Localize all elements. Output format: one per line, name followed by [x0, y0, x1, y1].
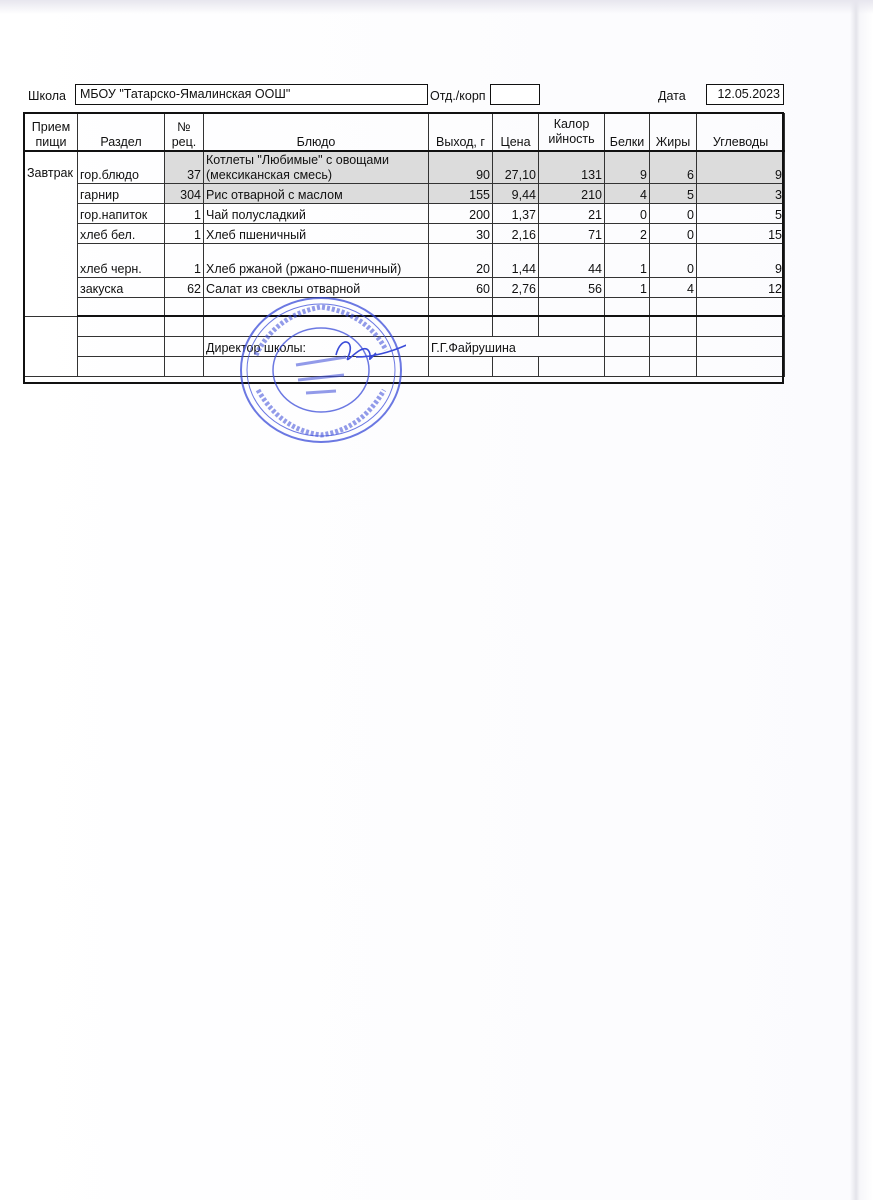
col-meal: Прием пищи	[25, 114, 78, 152]
table-row	[25, 224, 785, 244]
date-field: 12.05.2023	[706, 84, 784, 105]
dept-label: Отд./корп	[430, 89, 486, 103]
dish-cell: Котлеты "Любимые" с овощами (мексиканская смесь)	[204, 151, 429, 184]
col-yield: Выход, г	[429, 114, 493, 152]
fat-cell: 0	[650, 244, 697, 278]
protein-cell: 9	[605, 151, 650, 184]
fat-cell: 5	[650, 184, 697, 204]
yield-cell: 30	[429, 224, 493, 244]
fat-cell: 4	[650, 278, 697, 298]
col-price: Цена	[493, 114, 539, 152]
calories-cell: 71	[539, 224, 605, 244]
dish-cell: Рис отварной с маслом	[204, 184, 429, 204]
col-recipe: № рец.	[165, 114, 204, 152]
table-row	[25, 244, 785, 278]
recipe-cell: 1	[165, 224, 204, 244]
recipe-cell: 304	[165, 184, 204, 204]
protein-cell: 2	[605, 224, 650, 244]
carbs-cell: 5	[697, 204, 785, 224]
date-label: Дата	[658, 89, 686, 103]
section-cell: гор.блюдо	[78, 151, 165, 184]
recipe-cell: 1	[165, 244, 204, 278]
school-label: Школа	[28, 89, 66, 103]
col-section: Раздел	[78, 114, 165, 152]
dish-cell: Хлеб пшеничный	[204, 224, 429, 244]
protein-cell: 1	[605, 278, 650, 298]
table-row	[25, 184, 785, 204]
section-cell: хлеб черн.	[78, 244, 165, 278]
table-row	[25, 278, 785, 298]
calories-cell: 210	[539, 184, 605, 204]
dish-cell: Хлеб ржаной (ржано-пшеничный)	[204, 244, 429, 278]
section-cell: закуска	[78, 278, 165, 298]
col-carbs: Углеводы	[697, 114, 785, 152]
col-dish: Блюдо	[204, 114, 429, 152]
table-row-empty	[25, 316, 785, 337]
col-calories: Калор ийность	[539, 114, 605, 152]
yield-cell: 60	[429, 278, 493, 298]
calories-cell: 56	[539, 278, 605, 298]
dept-field	[490, 84, 540, 105]
fat-cell: 0	[650, 224, 697, 244]
table-row-empty	[25, 357, 785, 377]
table-row	[25, 151, 785, 184]
section-cell: хлеб бел.	[78, 224, 165, 244]
price-cell: 2,16	[493, 224, 539, 244]
dish-cell: Чай полусладкий	[204, 204, 429, 224]
recipe-cell: 1	[165, 204, 204, 224]
carbs-cell: 12	[697, 278, 785, 298]
signature-row	[25, 337, 785, 357]
table-row	[25, 204, 785, 224]
protein-cell: 0	[605, 204, 650, 224]
carbs-cell: 3	[697, 184, 785, 204]
menu-table	[24, 113, 785, 377]
recipe-cell: 37	[165, 151, 204, 184]
calories-cell: 131	[539, 151, 605, 184]
price-cell: 2,76	[493, 278, 539, 298]
price-cell: 1,37	[493, 204, 539, 224]
protein-cell: 4	[605, 184, 650, 204]
scan-shadow	[0, 0, 873, 14]
price-cell: 1,44	[493, 244, 539, 278]
protein-cell: 1	[605, 244, 650, 278]
section-cell: гарнир	[78, 184, 165, 204]
recipe-cell: 62	[165, 278, 204, 298]
col-protein: Белки	[605, 114, 650, 152]
director-name: Г.Г.Файрушина	[429, 337, 539, 357]
yield-cell: 200	[429, 204, 493, 224]
carbs-cell: 9	[697, 244, 785, 278]
fat-cell: 6	[650, 151, 697, 184]
school-name-field: МБОУ "Татарско-Ямалинская ООШ"	[75, 84, 428, 105]
table-header-row	[25, 114, 785, 152]
calories-cell: 44	[539, 244, 605, 278]
calories-cell: 21	[539, 204, 605, 224]
table-row-empty	[25, 298, 785, 317]
yield-cell: 20	[429, 244, 493, 278]
meal-cell: Завтрак	[25, 151, 78, 316]
dish-cell: Салат из свеклы отварной	[204, 278, 429, 298]
director-label: Директор школы:	[204, 337, 429, 357]
section-cell: гор.напиток	[78, 204, 165, 224]
carbs-cell: 15	[697, 224, 785, 244]
price-cell: 9,44	[493, 184, 539, 204]
fat-cell: 0	[650, 204, 697, 224]
yield-cell: 155	[429, 184, 493, 204]
carbs-cell: 9	[697, 151, 785, 184]
price-cell: 27,10	[493, 151, 539, 184]
col-fat: Жиры	[650, 114, 697, 152]
yield-cell: 90	[429, 151, 493, 184]
